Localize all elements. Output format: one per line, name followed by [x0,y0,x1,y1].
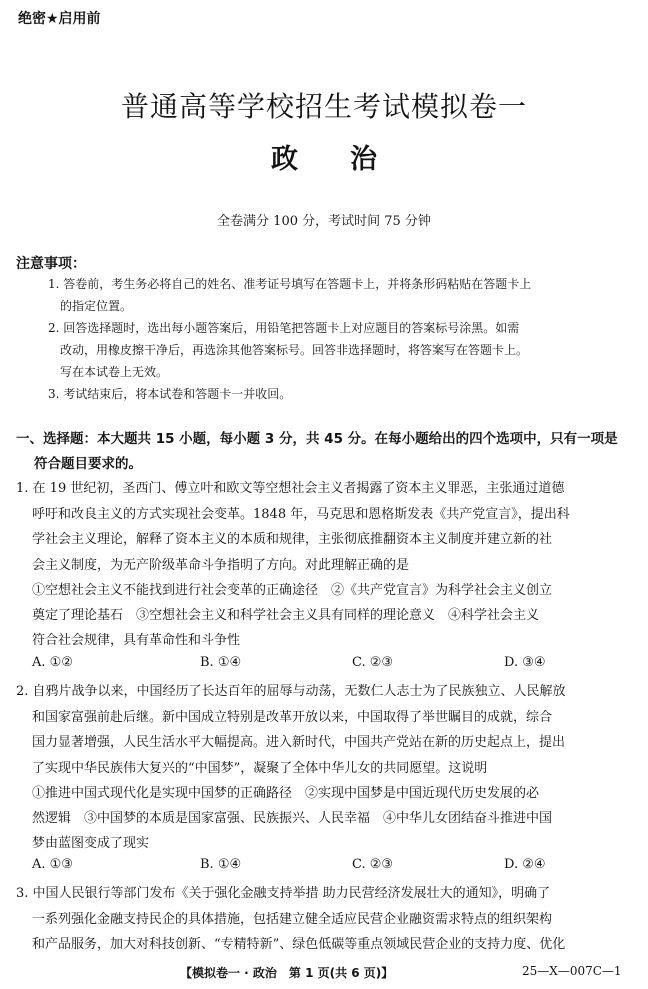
question-line: 和国家富强前赴后继。新中国成立特别是改革开放以来，中国取得了举世瞩目的成就，综合 [32,710,553,725]
notice-line: 写在本试卷上无效。 [60,365,169,379]
question-line: 了实现中华民族伟大复兴的“中国梦”，凝聚了全体中华儿女的共同愿望。这说明 [32,761,488,776]
notice-line: 2. 回答选择题时，选出每小题答案后，用铅笔把答题卡上对应题目的答案标号涂黑。如需 [48,321,520,335]
secret-label: 绝密★启用前 [18,11,101,27]
question-line: 奠定了理论基石 ③空想社会主义和科学社会主义具有同样的理论意义 ④科学社会主义 [32,608,540,623]
question-line: 呼吁和改良主义的方式实现社会变革。1848 年，马克思和恩格斯发表《共产党宣言》，提出科 [32,507,570,522]
notice-line: 3. 考试结束后，将本试卷和答题卡一并收回。 [48,387,292,401]
notice-line: 的指定位置。 [60,299,133,313]
answer-option: A. ①② [32,655,73,670]
page-footer-label: 【模拟卷一 · 政治 第 1 页(共 6 页)】 [180,966,394,980]
question-line: 2. 自鸦片战争以来，中国经历了长达百年的屈辱与动荡，无数仁人志士为了民族独立、人民解放 [16,684,566,699]
question-line: 国力显著增强，人民生活水平大幅提高。进入新时代，中国共产党站在新的历史起点上，提出 [32,735,566,750]
exam-meta: 全卷满分 100 分，考试时间 75 分钟 [217,214,431,229]
question-line: 1. 在 19 世纪初，圣西门、傅立叶和欧文等空想社会主义者揭露了资本主义罪恶，主张通过道德 [16,481,565,496]
section-heading: 一、选择题：本大题共 15 小题，每小题 3 分，共 45 分。在每小题给出的四个选项中，只有一项是 [16,431,618,447]
answer-option: B. ①④ [200,655,242,670]
question-line: 会主义制度，为无产阶级革命斗争指明了方向。对此理解正确的是 [32,558,410,573]
subject-title [0,137,648,176]
notice-line: 1. 答卷前，考生务必将自己的姓名、准考证号填写在答题卡上，并将条形码粘贴在答题卡上 [48,277,532,291]
exam-title: 普通高等学校招生考试模拟卷一 [120,90,527,123]
question-line: ①推进中国式现代化是实现中国梦的正确路径 ②实现中国梦是中国近现代历史发展的必 [32,786,540,801]
question-line: ①空想社会主义不能找到进行社会变革的正确途径 ②《共产党宣言》为科学社会主义创立 [32,583,553,598]
answer-option: C. ②③ [352,857,394,872]
question-line: 符合社会规律，具有革命性和斗争性 [32,633,241,648]
question-line: 一系列强化金融支持民企的具体措施，包括建立健全适应民营企业融资需求特点的组织架构 [32,912,553,927]
notice-line: 改动，用橡皮擦干净后，再选涂其他答案标号。回答非选择题时，将答案写在答题卡上。 [60,343,529,357]
question-line: 和产品服务，加大对科技创新、“专精特新”、绿色低碳等重点领域民营企业的支持力度、优化 [32,937,566,952]
question-line: 学社会主义理论，解释了资本主义的本质和规律，主张彻底推翻资本主义制度并建立新的社 [32,532,553,547]
question-line: 梦由蓝图变成了现实 [32,836,150,851]
subject-char: 政 [271,144,298,175]
question-line: 3. 中国人民银行等部门发布《关于强化金融支持举措 助力民营经济发展壮大的通知》，明确了 [16,886,551,901]
answer-option: D. ②④ [504,857,546,872]
notice-heading: 注意事项： [16,256,86,272]
answer-option: D. ③④ [504,655,546,670]
question-line: 然逻辑 ③中国梦的本质是国家富强、民族振兴、人民幸福 ④中华儿女团结奋斗推进中国 [32,811,553,826]
subject-char: 治 [350,144,377,175]
answer-option: A. ①③ [32,857,73,872]
answer-option: B. ①④ [200,857,242,872]
section-heading: 符合题目要求的。 [34,456,142,472]
page-footer-code: 25—X—007C—1 [522,964,622,978]
answer-option: C. ②③ [352,655,394,670]
